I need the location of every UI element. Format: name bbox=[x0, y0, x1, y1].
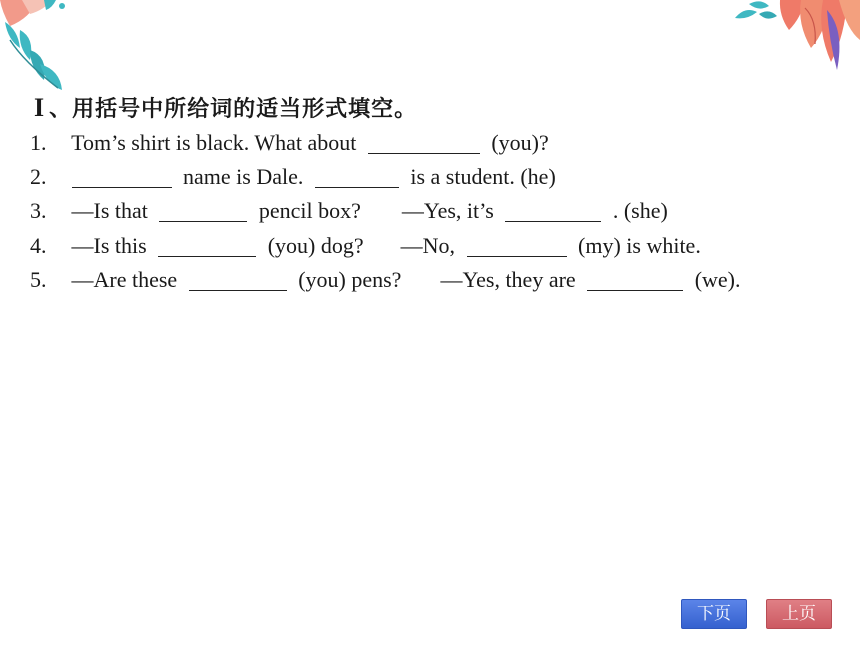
question-text: Tom’s shirt is black. What about bbox=[71, 130, 357, 155]
question-text: —Is this bbox=[71, 233, 147, 258]
answer-blank[interactable] bbox=[158, 236, 256, 257]
question-text: —Yes, they are bbox=[440, 267, 576, 292]
floral-decoration-right-icon bbox=[735, 0, 860, 75]
answer-blank[interactable] bbox=[72, 167, 172, 188]
section-instruction: 、用括号中所给词的适当形式填空。 bbox=[49, 97, 418, 122]
question-text: (you)? bbox=[491, 130, 549, 155]
answer-blank[interactable] bbox=[315, 167, 399, 188]
question-text: name is Dale. bbox=[183, 164, 304, 189]
question-number: 4. bbox=[30, 233, 47, 258]
question-number: 1. bbox=[30, 130, 47, 155]
answer-blank[interactable] bbox=[159, 201, 247, 222]
question-text: is a student. (he) bbox=[410, 164, 556, 189]
section-numeral: I bbox=[34, 93, 46, 122]
answer-blank[interactable] bbox=[587, 270, 683, 291]
question-text: —Is that bbox=[71, 198, 148, 223]
question-text: (you) dog? bbox=[267, 233, 364, 258]
question-text: —No, bbox=[400, 233, 455, 258]
question-number: 5. bbox=[30, 267, 47, 292]
section-heading bbox=[34, 92, 417, 123]
answer-blank[interactable] bbox=[505, 201, 601, 222]
question-3 bbox=[30, 198, 668, 224]
question-5 bbox=[30, 267, 741, 293]
question-number: 2. bbox=[30, 164, 47, 189]
question-1 bbox=[30, 130, 549, 156]
question-2 bbox=[30, 164, 556, 190]
question-text: . (she) bbox=[612, 198, 668, 223]
floral-decoration-left-icon bbox=[0, 0, 80, 95]
question-text: (we). bbox=[694, 267, 741, 292]
answer-blank[interactable] bbox=[467, 236, 567, 257]
question-text: —Are these bbox=[71, 267, 178, 292]
question-text: —Yes, it’s bbox=[401, 198, 494, 223]
question-text: pencil box? bbox=[258, 198, 361, 223]
answer-blank[interactable] bbox=[368, 133, 480, 154]
question-text: (you) pens? bbox=[298, 267, 402, 292]
question-4 bbox=[30, 233, 701, 259]
previous-page-button[interactable]: 上页 bbox=[766, 599, 832, 629]
question-number: 3. bbox=[30, 198, 47, 223]
answer-blank[interactable] bbox=[189, 270, 287, 291]
question-text: (my) is white. bbox=[578, 233, 701, 258]
next-page-button[interactable]: 下页 bbox=[681, 599, 747, 629]
